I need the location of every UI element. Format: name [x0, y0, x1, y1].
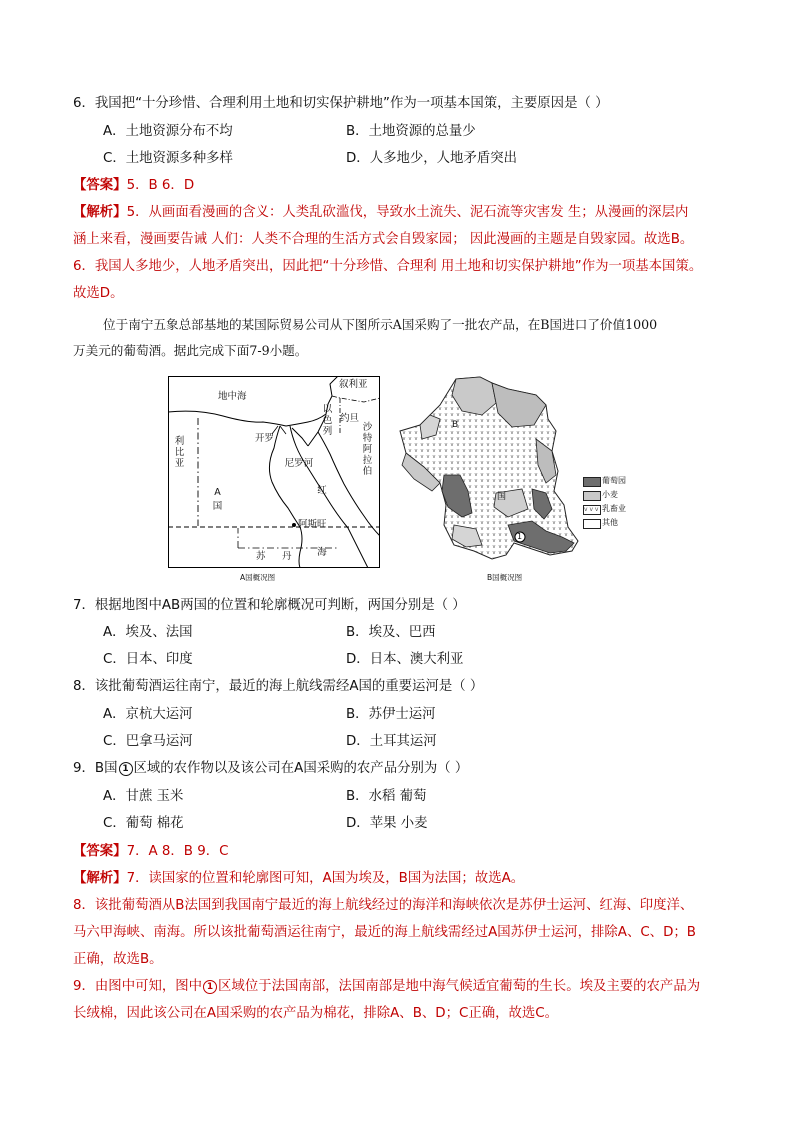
label-region-1: 1: [517, 532, 523, 541]
q9-stem: 9．B国 1 区域的农作物以及该公司在A国采购的农产品分别为（ ）: [73, 761, 469, 776]
q6-option-d: D．人多地少，人地矛盾突出: [346, 151, 517, 166]
map-a-caption: A国概况图: [240, 573, 276, 582]
q9-option-c: C．葡萄 棉花: [103, 816, 184, 831]
explanation-6-line2: 故选D。: [73, 286, 124, 301]
label-country-char: 国: [497, 492, 507, 502]
q7-option-d: D．日本、澳大利亚: [346, 652, 464, 667]
label-syria: 叙利亚: [339, 379, 368, 390]
legend-other: 其他: [602, 518, 618, 527]
q8-option-d: D．土耳其运河: [346, 734, 437, 749]
q9-option-a: A．甘蔗 玉米: [103, 789, 184, 804]
answer-5-6: [73, 177, 194, 195]
label-red-sea: 红海: [317, 485, 327, 558]
answer-text: 5．B 6．D: [126, 178, 195, 193]
aswan-dot: [292, 523, 296, 527]
q7-option-a: A．埃及、法国: [103, 625, 193, 640]
label-israel: 以色列: [322, 404, 333, 437]
label-sudan-2: 丹: [282, 551, 292, 562]
explanation-tag: 【解析】: [73, 205, 127, 220]
q7-option-b: B．埃及、巴西: [346, 625, 436, 640]
label-cairo: 开罗: [255, 433, 275, 444]
explanation-8-line2: 马六甲海峡、南海。所以该批葡萄酒运往南宁，最近的海上航线需经过A国苏伊士运河，排除A、C、D；B: [73, 925, 696, 940]
q9-option-d: D．苹果 小麦: [346, 816, 428, 831]
q8-stem: 8．该批葡萄酒运往南宁，最近的海上航线需经A国的重要运河是（ ）: [73, 679, 484, 694]
q8-option-b: B．苏伊士运河: [346, 707, 436, 722]
explanation-9-line1: 9．由图中可知，图中 1 区域位于法国南部，法国南部是地中海气候适宜葡萄的生长。埃及主要的农产品为: [73, 979, 701, 994]
q6-option-c: C．土地资源多种多样: [103, 151, 233, 166]
explanation-5-line2: 涵上来看，漫画要告诫 人们：人类不合理的生活方式会自毁家园； 因此漫画的主题是自毁家园。故选B。: [73, 232, 694, 247]
explanation-7: 【解析】7．读国家的位置和轮廓图可知，A国为埃及，B国为法国；故选A。: [73, 871, 525, 886]
explanation-8-line1: 8．该批葡萄酒从B法国到我国南宁最近的海上航线经过的海洋和海峡依次是苏伊士运河、红海、印度洋、: [73, 898, 694, 913]
legend-dairy: 乳畜业: [602, 504, 626, 513]
label-country-a: A国: [212, 487, 223, 512]
explanation-8-line3: 正确，故选B。: [73, 952, 163, 967]
answer-tag: 【答案】: [73, 844, 127, 859]
explanation-5-line1: 【解析】5．从画面看漫画的含义：人类乱砍滥伐，导致水土流失、泥石流等灾害发 生；从漫画的深层内: [73, 205, 689, 220]
q6-stem: 6．我国把“十分珍惜、合理利用土地和切实保护耕地”作为一项基本国策，主要原因是（ ）: [73, 96, 609, 111]
explanation-6-line1: 6．我国人多地少，人地矛盾突出，因此把“十分珍惜、合理利 用土地和切实保护耕地”作为一项基本国策。: [73, 259, 703, 274]
label-libya: 利比亚: [174, 436, 185, 469]
legend-swatch-other: [583, 519, 601, 529]
intro-line1: 位于南宁五象总部基地的某国际贸易公司从下图所示A国采购了一批农产品，在B国进口了价值1000: [103, 317, 658, 332]
q8-option-c: C．巴拿马运河: [103, 734, 193, 749]
q7-stem: 7．根据地图中AB两国的位置和轮廓概况可判断，两国分别是（ ）: [73, 598, 466, 613]
legend-swatch-vineyard: [583, 477, 601, 487]
label-sudan-1: 苏: [256, 551, 266, 562]
map-b-caption: B国概况图: [487, 573, 523, 582]
answer-7-9: [73, 843, 229, 861]
label-nile: 尼罗河: [284, 458, 314, 469]
map-b-graphic: [396, 375, 596, 575]
explanation-9-line2: 长绒棉，因此该公司在A国采购的农产品为棉花，排除A、B、D；C正确，故选C。: [73, 1006, 559, 1021]
q6-option-a: A．土地资源分布不均: [103, 124, 233, 139]
q8-option-a: A．京杭大运河: [103, 707, 193, 722]
circled-1-icon: 1: [203, 980, 217, 994]
legend-swatch-dairy: v v v: [583, 505, 601, 515]
q9-option-b: B．水稻 葡萄: [346, 789, 427, 804]
intro-line2: 万美元的葡萄酒。据此完成下面7-9小题。: [73, 343, 308, 358]
legend-swatch-wheat: [583, 491, 601, 501]
legend-wheat: 小麦: [602, 490, 618, 499]
q7-option-c: C．日本、印度: [103, 652, 193, 667]
circled-1-icon: 1: [119, 762, 133, 776]
answer-tag: 【答案】: [73, 178, 127, 193]
legend-vineyard: 葡萄园: [602, 476, 626, 485]
answer-text: 7．A 8．B 9．C: [126, 844, 229, 859]
q6-option-b: B．土地资源的总量少: [346, 124, 476, 139]
explanation-tag: 【解析】: [73, 871, 127, 886]
label-mediterranean: 地中海: [218, 391, 247, 402]
label-jordan: 约旦: [340, 413, 360, 424]
label-saudi-arabia: 沙特阿拉伯: [362, 422, 373, 477]
label-aswan: 阿斯旺: [298, 519, 327, 530]
map-a-graphic: [168, 376, 380, 568]
label-b: B: [452, 420, 459, 430]
